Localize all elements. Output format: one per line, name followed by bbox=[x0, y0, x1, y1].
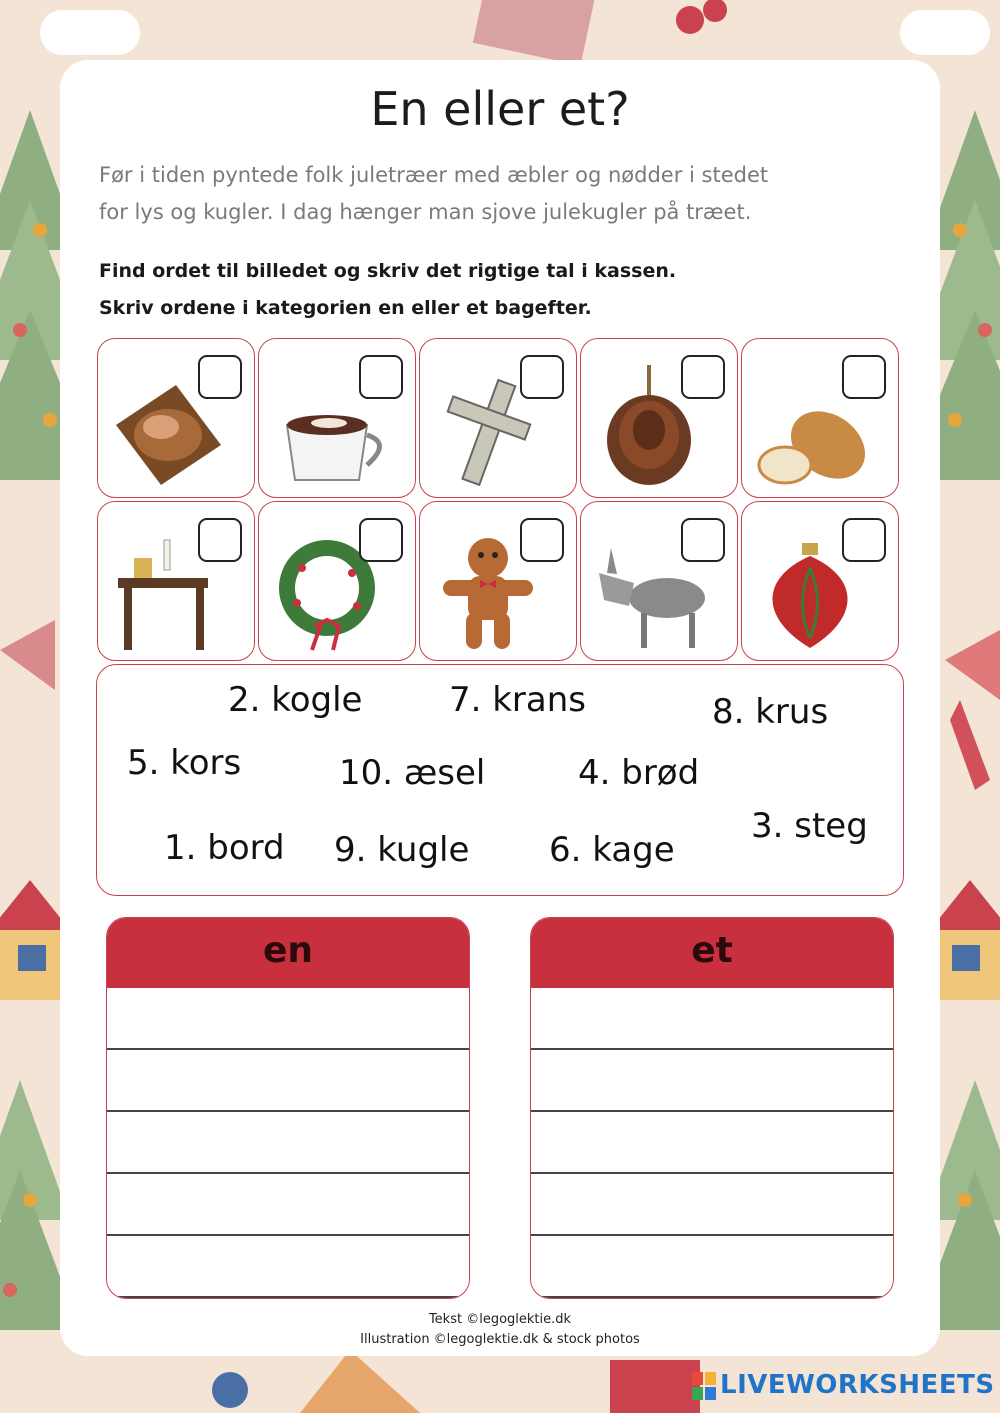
answer-line[interactable] bbox=[107, 988, 469, 1050]
credits-text: Tekst ©legoglektie.dk bbox=[428, 1312, 572, 1327]
picture-card bbox=[258, 338, 416, 498]
word-krus: 8. krus bbox=[712, 692, 829, 732]
picture-card bbox=[741, 338, 899, 498]
word-bord: 1. bord bbox=[164, 828, 285, 868]
word-brod: 4. brød bbox=[578, 753, 700, 793]
intro-line-1: Før i tiden pyntede folk juletræer med æbler og nødder i stedet bbox=[99, 163, 769, 187]
answer-box[interactable] bbox=[198, 518, 242, 562]
answer-box[interactable] bbox=[198, 355, 242, 399]
credits-illustration: Illustration ©legoglektie.dk & stock photos bbox=[360, 1332, 640, 1347]
category-et bbox=[530, 917, 894, 1299]
answer-line[interactable] bbox=[531, 1050, 893, 1112]
answer-line[interactable] bbox=[107, 1112, 469, 1174]
category-en bbox=[106, 917, 470, 1299]
picture-card bbox=[97, 501, 255, 661]
liveworksheets-icon bbox=[692, 1372, 716, 1400]
house-icon bbox=[930, 880, 1000, 1000]
cloud-icon bbox=[900, 10, 990, 55]
answer-box[interactable] bbox=[359, 518, 403, 562]
answer-line[interactable] bbox=[107, 1050, 469, 1112]
leaf-icon bbox=[212, 1372, 248, 1408]
word-krans: 7. krans bbox=[449, 680, 587, 720]
instruction-line-2: Skriv ordene i kategorien en eller et bagefter. bbox=[99, 297, 592, 319]
category-en-header: en bbox=[107, 918, 469, 988]
berry-icon bbox=[676, 6, 704, 34]
bow-icon bbox=[0, 620, 55, 690]
answer-line[interactable] bbox=[531, 1112, 893, 1174]
bow-icon bbox=[945, 630, 1000, 790]
answer-box[interactable] bbox=[520, 518, 564, 562]
answer-line[interactable] bbox=[531, 1174, 893, 1236]
word-kogle: 2. kogle bbox=[228, 680, 363, 720]
intro-text bbox=[99, 157, 899, 231]
picture-card bbox=[97, 338, 255, 498]
answer-box[interactable] bbox=[842, 355, 886, 399]
picture-card bbox=[419, 501, 577, 661]
word-kors: 5. kors bbox=[127, 743, 242, 783]
picture-card bbox=[741, 501, 899, 661]
intro-line-2: for lys og kugler. I dag hænger man sjove julekugler på træet. bbox=[99, 200, 752, 224]
instructions bbox=[99, 253, 899, 327]
answer-line[interactable] bbox=[107, 1236, 469, 1298]
instruction-line-1: Find ordet til billedet og skriv det rigtige tal i kassen. bbox=[99, 260, 677, 282]
gingerbread-house-icon bbox=[300, 1350, 420, 1413]
liveworksheets-logo[interactable] bbox=[692, 1370, 995, 1406]
brand-name: LIVEWORKSHEETS bbox=[720, 1370, 995, 1400]
answer-box[interactable] bbox=[681, 355, 725, 399]
word-kage: 6. kage bbox=[549, 830, 675, 870]
answer-line[interactable] bbox=[531, 988, 893, 1050]
category-et-header: et bbox=[531, 918, 893, 988]
gift-icon bbox=[610, 1360, 700, 1413]
word-steg: 3. steg bbox=[751, 806, 868, 846]
picture-card bbox=[419, 338, 577, 498]
berry-icon bbox=[703, 0, 727, 22]
answer-line[interactable] bbox=[107, 1174, 469, 1236]
answer-box[interactable] bbox=[520, 355, 564, 399]
answer-box[interactable] bbox=[359, 355, 403, 399]
word-kugle: 9. kugle bbox=[334, 830, 470, 870]
cloud-icon bbox=[40, 10, 140, 55]
picture-card bbox=[258, 501, 416, 661]
picture-card bbox=[580, 501, 738, 661]
answer-box[interactable] bbox=[681, 518, 725, 562]
page-title: En eller et? bbox=[370, 82, 630, 136]
answer-box[interactable] bbox=[842, 518, 886, 562]
answer-line[interactable] bbox=[531, 1236, 893, 1298]
gift-icon bbox=[473, 0, 596, 66]
picture-card bbox=[580, 338, 738, 498]
word-aesel: 10. æsel bbox=[339, 753, 486, 793]
